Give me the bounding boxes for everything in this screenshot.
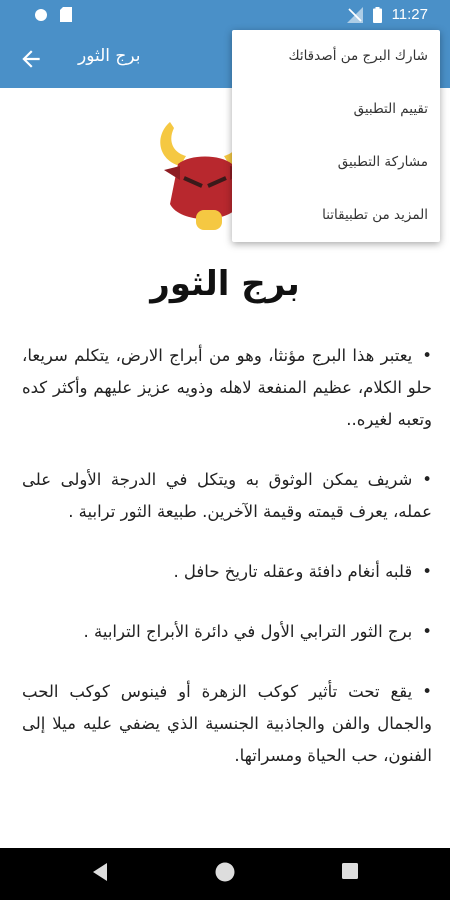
paragraph-text: شريف يمكن الوثوق به ويتكل في الدرجة الأولى على عمله، يعرف قيمته وقيمة الآخرين. طبيعة الثور ترابية . (22, 470, 432, 521)
menu-item-share-app[interactable]: مشاركة التطبيق (337, 154, 428, 170)
app-bar-title: برج الثور (78, 46, 141, 66)
recents-square-icon[interactable] (342, 863, 358, 879)
paragraph (22, 616, 432, 648)
paragraph-text: يعتبر هذا البرج مؤنثا، وهو من أبراج الارض، يتكلم سريعا، حلو الكلام، عظيم المنفعة لاهله وذويه عزيز عليهم وأكثر كده وتعبه لغيره.. (22, 346, 432, 429)
menu-item-share-horoscope[interactable]: شارك البرج من أصدقائك (288, 48, 428, 64)
circle-notification-icon (34, 8, 48, 22)
paragraph-text: يقع تحت تأثير كوكب الزهرة أو فينوس كوكب الحب والجمال والفن والجاذبية الجنسية الذي يضفي عليه ميلا إلى الفنون، حب الحياة ومسراتها. (22, 682, 432, 765)
bullet-icon: • (422, 470, 432, 489)
menu-item-more-apps[interactable]: المزيد من تطبيقاتنا (322, 207, 428, 223)
overflow-menu (232, 30, 440, 242)
paragraph-text: برج الثور الترابي الأول في دائرة الأبراج الترابية . (83, 622, 413, 641)
paragraph (22, 676, 432, 772)
paragraph-text: قلبه أنغام دافئة وعقله تاريخ حافل . (173, 562, 413, 581)
home-circle-icon[interactable] (214, 861, 236, 883)
sd-card-icon (60, 7, 72, 22)
paragraph (22, 340, 432, 436)
status-time: 11:27 (391, 6, 428, 23)
menu-item-rate-app[interactable]: تقييم التطبيق (353, 101, 428, 117)
paragraph (22, 464, 432, 528)
paragraph (22, 556, 432, 588)
system-nav-bar (0, 848, 450, 900)
bullet-icon: • (422, 622, 432, 641)
bullet-icon: • (422, 562, 432, 581)
back-triangle-icon[interactable] (92, 862, 108, 882)
article-body (22, 340, 432, 800)
no-signal-icon (347, 7, 363, 23)
bullet-icon: • (422, 346, 432, 365)
battery-icon (373, 7, 382, 23)
bullet-icon: • (422, 682, 432, 701)
arrow-back-icon[interactable] (18, 46, 44, 72)
status-bar (0, 0, 450, 30)
page-heading: برج الثور (150, 264, 300, 304)
